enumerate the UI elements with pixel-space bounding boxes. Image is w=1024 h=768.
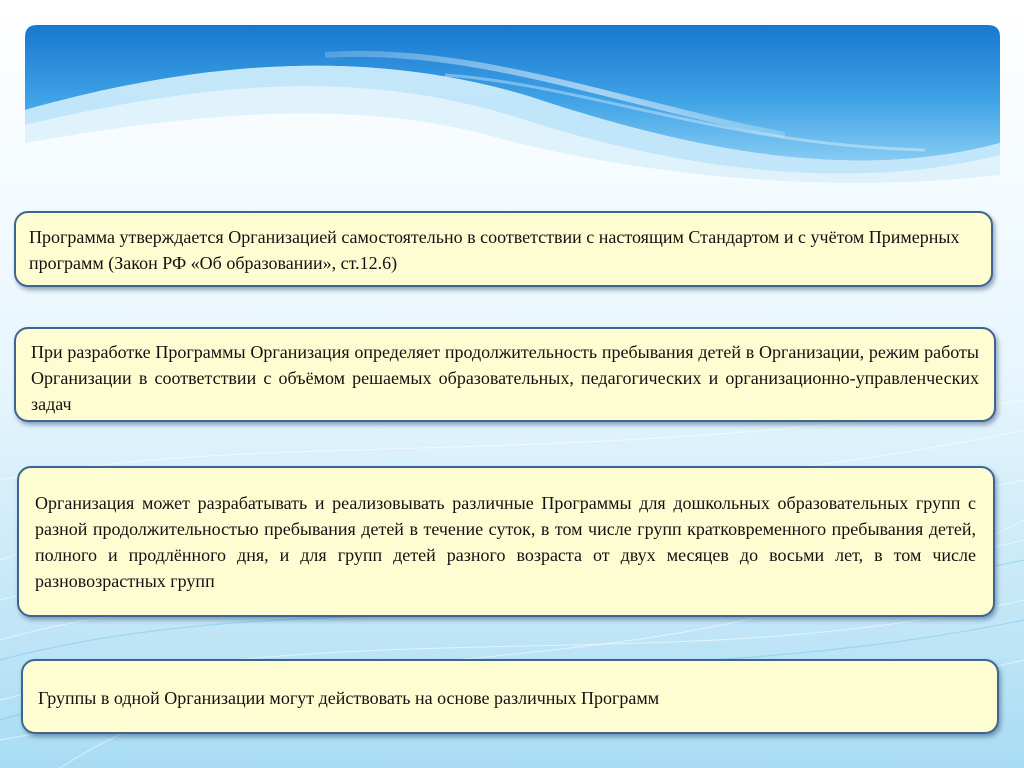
info-box-3	[17, 466, 995, 617]
info-box-3-text: Организация может разрабатывать и реализовывать различные Программы для дошкольных образовательных групп с разной продолжительностью пребывания детей в течение суток, в том числе групп кратковременного пребывания детей, полного и продлённого дня, и для групп детей разного возраста от двух месяцев до восьми лет, в том числе разновозрастных групп	[35, 493, 976, 591]
info-box-2	[14, 327, 996, 422]
header-wave-banner	[25, 25, 1000, 185]
info-box-4-text: Группы в одной Организации могут действовать на основе различных Программ	[38, 688, 660, 708]
info-box-2-text: При разработке Программы Организация определяет продолжительность пребывания детей в Организации, режим работы Организации в соответствии с объёмом решаемых образовательных, педагогических и организационно-управленческих задач	[31, 342, 979, 414]
info-box-1	[14, 211, 993, 287]
info-box-1-text: Программа утверждается Организацией самостоятельно в соответствии с настоящим Стандартом и с учётом Примерных программ (Закон РФ «Об образовании», ст.12.6)	[29, 227, 960, 273]
info-box-4	[21, 659, 999, 734]
